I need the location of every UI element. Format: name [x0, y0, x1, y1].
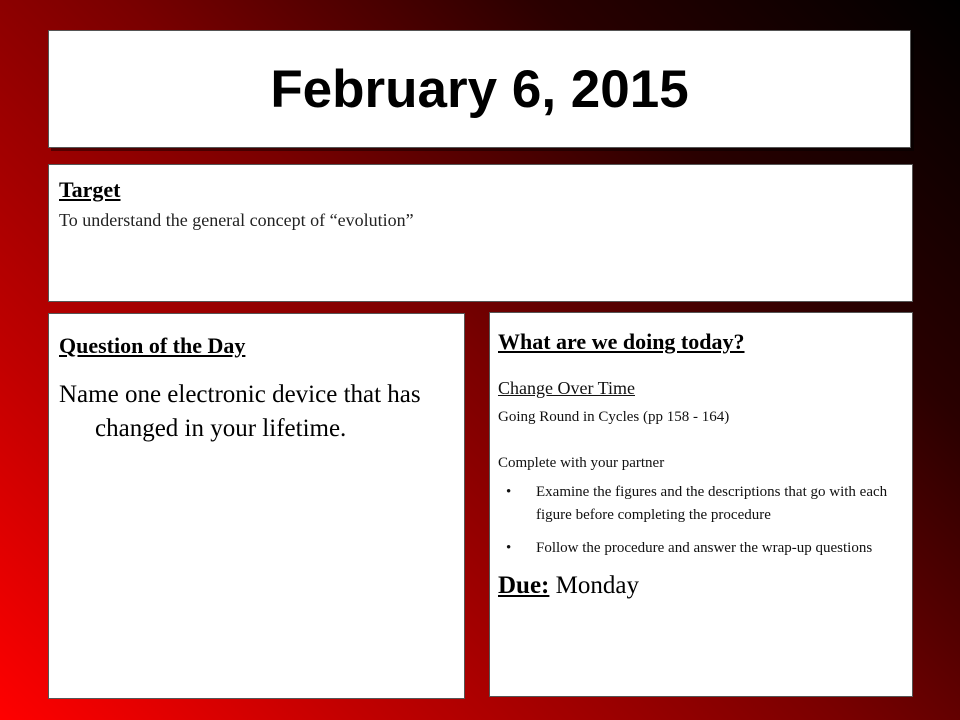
target-heading: Target — [59, 177, 121, 202]
task-text: Follow the procedure and answer the wrap-up questions — [536, 540, 873, 556]
task-item — [498, 537, 904, 560]
task-item — [498, 481, 904, 527]
today-activity: Going Round in Cycles (pp 158 - 164) — [498, 409, 730, 425]
today-heading: What are we doing today? — [498, 329, 745, 354]
question-of-the-day-panel — [48, 313, 465, 699]
title-panel — [48, 30, 911, 148]
question-heading: Question of the Day — [59, 333, 246, 358]
bullet-icon: • — [506, 484, 512, 500]
due-value: Monday — [555, 572, 639, 599]
today-panel — [489, 312, 913, 697]
task-text: Examine the figures and the descriptions that go with each figure before completing the procedure — [536, 484, 888, 523]
due-line — [498, 570, 904, 602]
slide-title: February 6, 2015 — [270, 59, 689, 119]
today-instruction: Complete with your partner — [498, 455, 665, 471]
due-label: Due: — [498, 572, 550, 599]
target-text: To understand the general concept of “evolution” — [59, 210, 414, 230]
bullet-icon: • — [506, 540, 512, 556]
task-list — [498, 481, 904, 560]
question-text: Name one electronic device that has changed in your lifetime. — [59, 381, 421, 442]
target-panel — [48, 164, 913, 302]
today-subheading: Change Over Time — [498, 378, 635, 398]
